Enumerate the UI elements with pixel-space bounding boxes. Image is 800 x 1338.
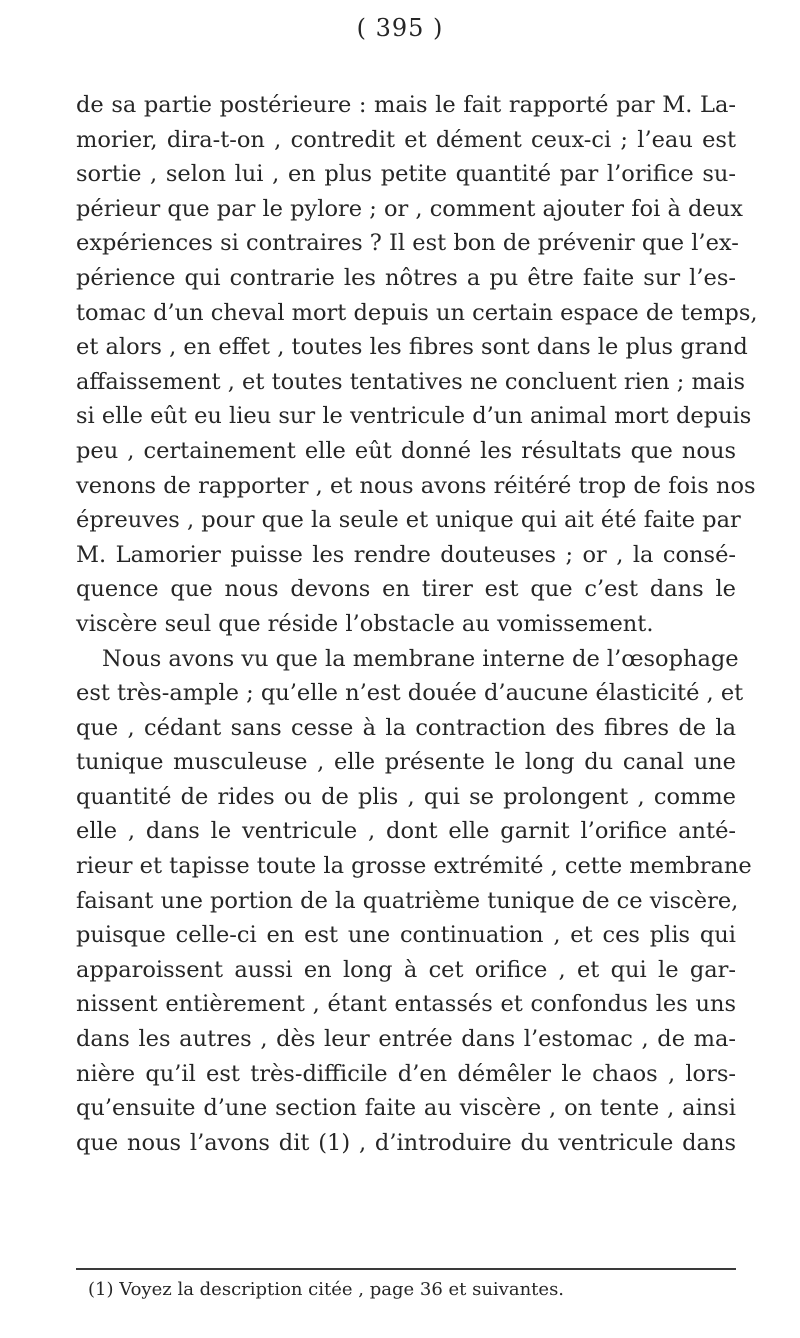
text-line: nière qu’il est très-difficile d’en démêler le chaos , lors- (76, 1060, 736, 1087)
text-line: est très-ample ; qu’elle n’est douée d’aucune élasticité , et (76, 680, 744, 707)
text-line: morier, dira-t-on , contredit et dément ceux-ci ; l’eau est (76, 126, 736, 153)
footnote-text: Voyez la description citée , page 36 et suivantes. (119, 1279, 565, 1300)
text-line: elle , dans le ventricule , dont elle garnit l’orifice anté- (76, 818, 736, 845)
text-line: tunique musculeuse , elle présente le long du canal une (76, 749, 736, 776)
footnote-divider (76, 1268, 736, 1270)
body-text (76, 88, 758, 1160)
text-line: nissent entièrement , étant entassés et confondus les uns (76, 991, 736, 1018)
text-line: peu , certainement elle eût donné les résultats que nous (76, 437, 736, 464)
page-number: ( 395 ) (356, 14, 444, 42)
text-line: périeur que par le pylore ; or , comment ajouter foi à deux (76, 195, 743, 222)
text-line: expériences si contraires ? Il est bon de prévenir que l’ex- (76, 230, 739, 257)
text-line: M. Lamorier puisse les rendre douteuses ; or , la consé- (76, 541, 736, 568)
text-line: faisant une portion de la quatrième tunique de ce viscère, (76, 887, 739, 914)
text-line: que nous l’avons dit (1) , d’introduire du ventricule dans (76, 1129, 736, 1156)
text-line: viscère seul que réside l’obstacle au vomissement. (76, 610, 654, 637)
text-line: épreuves , pour que la seule et unique qui ait été faite par (76, 507, 741, 534)
text-line: quantité de rides ou de plis , qui se prolongent , comme (76, 783, 736, 810)
text-line: puisque celle-ci en est une continuation , et ces plis qui (76, 922, 736, 949)
text-line: de sa partie postérieure : mais le fait rapporté par M. La- (76, 92, 736, 118)
text-line: que , cédant sans cesse à la contraction des fibres de la (76, 714, 736, 741)
footnote (88, 1278, 728, 1302)
text-line: quence que nous devons en tirer est que c’est dans le (76, 576, 736, 603)
text-line: Nous avons vu que la membrane interne de l’œsophage (102, 645, 739, 672)
text-line: si elle eût eu lieu sur le ventricule d’un animal mort depuis (76, 403, 752, 430)
text-line: et alors , en effet , toutes les fibres sont dans le plus grand (76, 334, 748, 361)
text-line: périence qui contrarie les nôtres a pu être faite sur l’es- (76, 264, 736, 291)
text-line: dans les autres , dès leur entrée dans l’estomac , de ma- (76, 1026, 736, 1053)
text-line: affaissement , et toutes tentatives ne concluent rien ; mais (76, 368, 745, 395)
text-line: venons de rapporter , et nous avons réitéré trop de fois nos (76, 472, 756, 499)
text-line: qu’ensuite d’une section faite au viscère , on tente , ainsi (76, 1095, 736, 1122)
text-line: rieur et tapisse toute la grosse extrémité , cette membrane (76, 853, 752, 880)
text-line: sortie , selon lui , en plus petite quantité par l’orifice su- (76, 161, 736, 188)
footnote-marker: (1) (88, 1279, 114, 1300)
text-line: apparoissent aussi en long à cet orifice , et qui le gar- (76, 956, 736, 983)
text-line: tomac d’un cheval mort depuis un certain espace de temps, (76, 299, 758, 326)
